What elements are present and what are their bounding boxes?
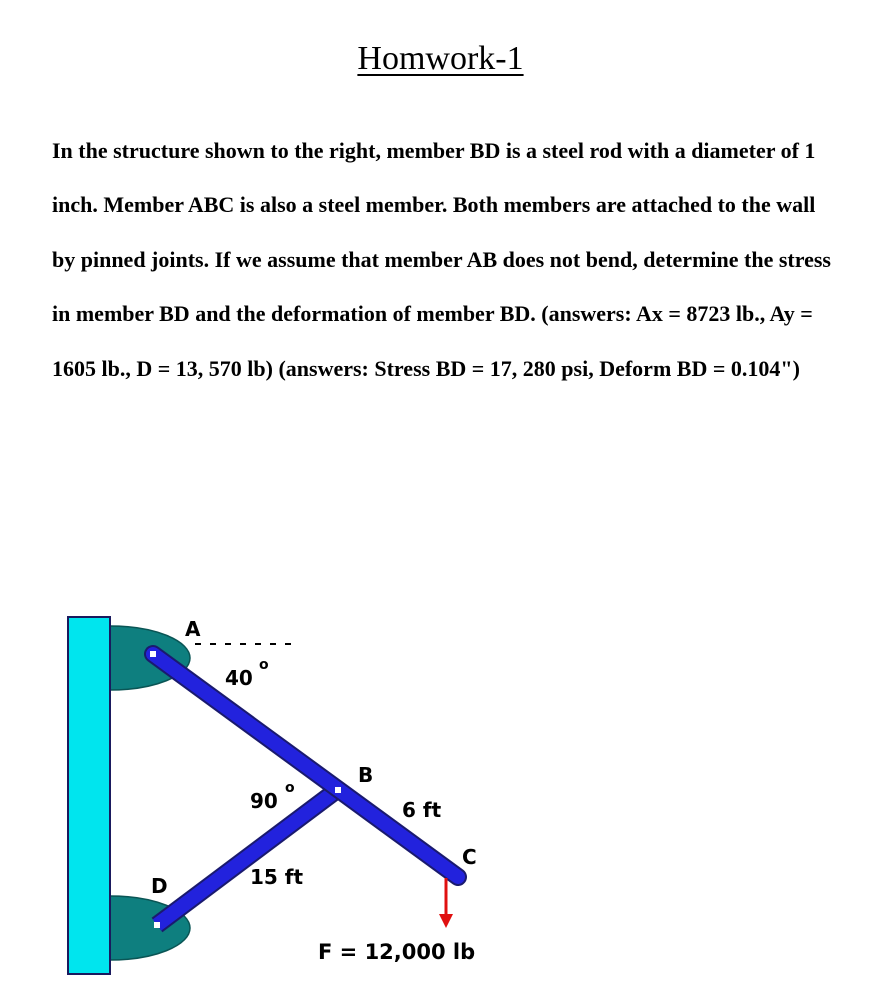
- length-bd-label: 15 ft: [250, 865, 304, 889]
- angle-40-degree: o: [259, 657, 269, 673]
- label-a: A: [185, 617, 201, 641]
- label-c: C: [462, 845, 477, 869]
- problem-statement: In the structure shown to the right, member BD is a steel rod with a diameter of 1 inch. Member ABC is also a steel member. Both members are attached to the wall by pinned joints. If we assume that member AB does not bend, determine the stress in member BD and the deformation of member BD. (answers: Ax = 8723 lb., Ay = 1605 lb., D = 13, 570 lb) (answers: Stress BD = 17, 280 psi, Deform BD = 0.104"): [52, 138, 831, 381]
- title-text: Homwork-1: [357, 40, 524, 77]
- member-abc-fill: [153, 654, 458, 877]
- label-d: D: [151, 874, 168, 898]
- wall: [68, 617, 110, 974]
- structure-figure: [0, 580, 881, 996]
- force-arrow-head: [439, 914, 453, 928]
- angle-40-label: 40: [225, 666, 253, 690]
- angle-90-degree: o: [285, 780, 295, 796]
- angle-90-label: 90: [250, 789, 278, 813]
- page-title: [0, 40, 881, 78]
- length-bc-label: 6 ft: [402, 798, 442, 822]
- pin-a: [150, 651, 156, 657]
- pin-d: [154, 922, 160, 928]
- force-label: F = 12,000 lb: [318, 940, 476, 964]
- pin-b: [335, 787, 341, 793]
- member-bd-fill: [157, 790, 337, 925]
- label-b: B: [358, 763, 374, 787]
